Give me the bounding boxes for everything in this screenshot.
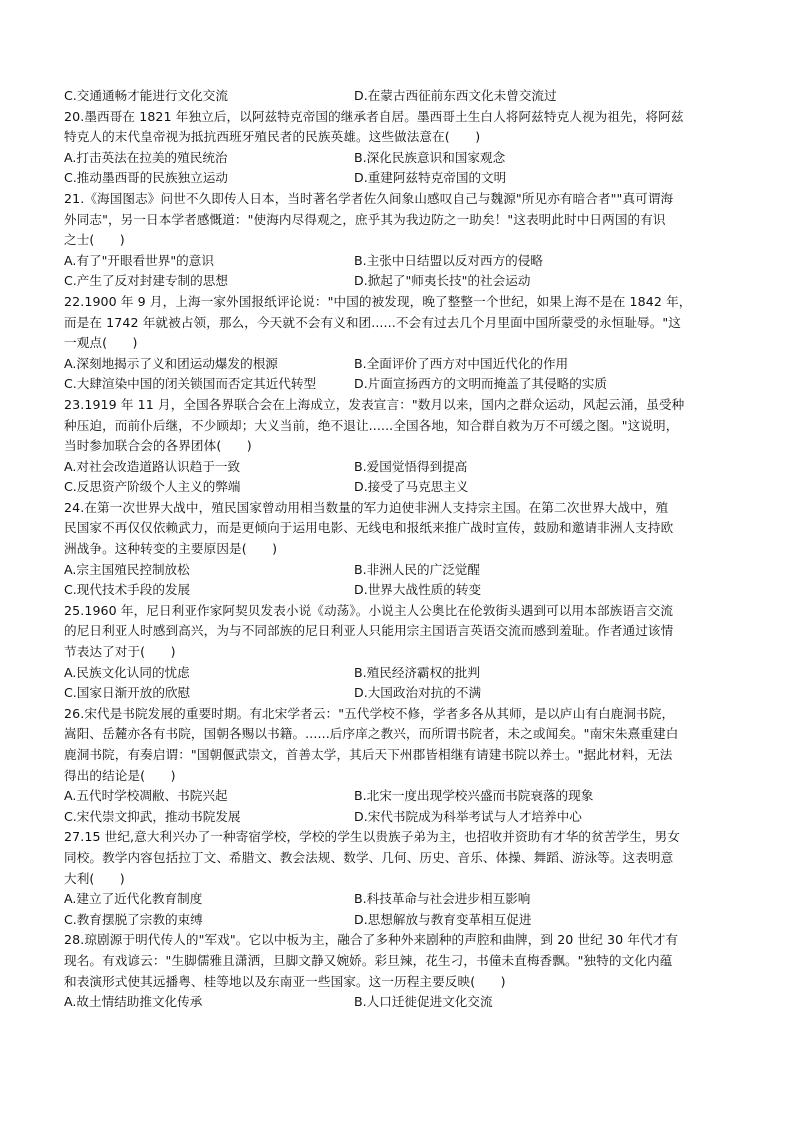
answer-option[interactable]: C.产生了反对封建专制的思想 (64, 273, 228, 289)
question-stem-line: 之士( ) (64, 232, 125, 248)
answer-option[interactable]: D.思想解放与教育变革相互促进 (354, 911, 532, 927)
answer-option[interactable]: B.非洲人民的广泛觉醒 (354, 561, 480, 577)
answer-option[interactable]: A.有了"开眼看世界"的意识 (64, 252, 214, 268)
option-row (64, 477, 744, 498)
answer-option[interactable]: B.科技革命与社会进步相互影响 (354, 891, 531, 907)
question-stem-line: 25.1960 年，尼日利亚作家阿契贝发表小说《动荡》。小说主人公奥比在伦敦街头遇到可以用本部族语言交流 (64, 602, 674, 618)
answer-option[interactable]: B.殖民经济霸权的批判 (354, 664, 480, 680)
option-c: C.交通通畅才能进行文化交流 (64, 88, 228, 103)
option-row (64, 889, 744, 910)
answer-option[interactable]: D.世界大战性质的转变 (354, 582, 482, 598)
answer-option[interactable]: C.国家日渐开放的欣慰 (64, 685, 191, 701)
answer-option[interactable]: B.全面评价了西方对中国近代化的作用 (354, 355, 569, 371)
answer-option[interactable]: D.掀起了"师夷长技"的社会运动 (354, 273, 531, 289)
question-27 (64, 827, 744, 930)
answer-option[interactable]: A.深刻地揭示了义和团运动爆发的根源 (64, 355, 278, 371)
question-stem-line: 节表达了对于( ) (64, 644, 176, 660)
question-stem-line: 28.琼剧源于明代传人的"军戏"。它以中板为主，融合了多种外来剧种的声腔和曲牌，到 20 世纪 30 年代才有 (64, 932, 679, 948)
answer-option[interactable]: A.五代时学校凋敝、书院兴起 (64, 788, 228, 804)
answer-option[interactable]: B.深化民族意识和国家观念 (354, 149, 506, 165)
answer-option[interactable]: D.大国政治对抗的不满 (354, 685, 482, 701)
option-d: D.在蒙古西征前东西文化未曾交流过 (354, 88, 557, 103)
question-stem-line: 和表演形式使其远播粤、桂等地以及东南亚一些国家。这一历程主要反映( ) (64, 973, 506, 989)
question-stem-line: 24.在第一次世界大战中，殖民国家曾动用相当数量的军力迫使非洲人支持宗主国。在第二次世界大战中，殖 (64, 499, 669, 515)
answer-option[interactable]: B.主张中日结盟以反对西方的侵略 (354, 252, 543, 268)
question-22 (64, 292, 744, 395)
answer-option[interactable]: A.故土情结助推文化传承 (64, 994, 203, 1010)
question-stem-line: 一观点( ) (64, 335, 138, 351)
question-stem-line: 民国家不再仅仅依赖武力，而是更倾向于运用电影、无线电和报纸来推广战时宣传，鼓励和邀请非洲人支持欧 (64, 520, 674, 536)
option-row (64, 580, 744, 601)
question-stem-line: 21.《海国图志》问世不久即传人日本，当时著名学者佐久间象山感叹自己与魏源"所见亦有暗合者""真可谓海 (64, 190, 674, 206)
question-20 (64, 107, 744, 189)
answer-option[interactable]: A.打击英法在拉美的殖民统治 (64, 149, 228, 165)
question-stem-line: 鹿洞书院，有奏启谓："国朝偃武崇文，首善太学，其后天下州郡皆相继有请建书院以养士。"据此材料，无法 (64, 747, 673, 762)
answer-option[interactable]: A.对社会改造道路认识趋于一致 (64, 458, 241, 474)
question-25 (64, 601, 744, 704)
answer-option[interactable]: C.大肆渲染中国的闭关锁国而否定其近代转型 (64, 376, 317, 392)
question-stem-line: 22.1900 年 9 月，上海一家外国报纸评论说："中国的被发现，晚了整整一个世纪，如果上海不是在 1842 年， (64, 293, 692, 309)
question-stem-line: 外同志"，另一日本学者感慨道："使海内尽得观之，庶乎其为我边防之一助矣！"这表明此时中日两国的有识 (64, 211, 666, 227)
option-row (64, 251, 744, 272)
answer-option[interactable]: B.爱国觉悟得到提高 (354, 458, 468, 474)
option-row (64, 992, 744, 1013)
question-stem-line: 的尼日利亚人时感到高兴，为与不同部族的尼日利亚人只能用宗主国语言英语交流而感到羞耻。作者通过该情 (64, 623, 674, 639)
option-row (64, 86, 744, 107)
question-list (64, 107, 744, 1013)
answer-option[interactable]: D.重建阿兹特克帝国的文明 (354, 170, 507, 186)
question-stem-line: 当时参加联合会的各界团体( ) (64, 438, 252, 454)
answer-option[interactable]: C.推动墨西哥的民族独立运动 (64, 170, 228, 186)
question-stem-line: 而是在 1742 年就被占领，那么，今天就不会有义和团......不会有过去几个月里面中国所蒙受的永恒耻辱。"这 (64, 314, 681, 330)
option-row (64, 910, 744, 931)
question-stem-line: 现名。有戏谚云："生脚儒雅且潇洒，旦脚文静又婉娇。彩旦辣，花生刁，书僮未直梅香飘。"独特的文化内蕴 (64, 952, 673, 968)
option-row (64, 786, 744, 807)
answer-option[interactable]: D.接受了马克思主义 (354, 479, 469, 495)
question-stem-line: 27.15 世纪,意大利兴办了一种寄宿学校，学校的学生以贵族子弟为主，也招收并资助有才华的贫苦学生，男女 (64, 829, 680, 845)
option-row (64, 271, 744, 292)
answer-option[interactable]: A.宗主国殖民控制放松 (64, 561, 190, 577)
question-21 (64, 189, 744, 292)
question-26 (64, 704, 744, 828)
question-stem-line: 洲战争。这种转变的主要原因是( ) (64, 541, 278, 557)
option-row (64, 683, 744, 704)
option-row (64, 663, 744, 684)
question-stem-line: 20.墨西哥在 1821 年独立后，以阿兹特克帝国的继承者自居。墨西哥土生白人将阿兹特克人视为祖先，将阿兹 (64, 108, 684, 124)
question-stem-line: 得出的结论是( ) (64, 767, 176, 783)
option-row (64, 354, 744, 375)
answer-option[interactable]: D.宋代书院成为科举考试与人才培养中心 (354, 808, 582, 824)
option-row (64, 168, 744, 189)
question-stem-line: 23.1919 年 11 月，全国各界联合会在上海成立，发表宣言："数月以来，国内之群众运动，风起云涌，虽受种 (64, 396, 685, 412)
question-28 (64, 930, 744, 1012)
question-stem-line: 大利( ) (64, 870, 125, 886)
option-row (64, 807, 744, 828)
option-row (64, 560, 744, 581)
question-23 (64, 395, 744, 498)
answer-option[interactable]: A.民族文化认同的忧虑 (64, 664, 190, 680)
question-24 (64, 498, 744, 601)
answer-option[interactable]: B.人口迁徙促进文化交流 (354, 994, 493, 1010)
answer-option[interactable]: C.教育摆脱了宗教的束缚 (64, 911, 203, 927)
answer-option[interactable]: B.北宋一度出现学校兴盛而书院衰落的现象 (354, 788, 594, 804)
answer-option[interactable]: A.建立了近代化教育制度 (64, 891, 203, 907)
option-row (64, 148, 744, 169)
question-stem-line: 特克人的末代皇帝视为抵抗西班牙殖民者的民族英雄。这些做法意在( ) (64, 129, 481, 145)
option-row (64, 374, 744, 395)
option-row (64, 457, 744, 478)
answer-option[interactable]: C.现代技术手段的发展 (64, 582, 191, 598)
answer-option[interactable]: C.宋代崇文抑武，推动书院发展 (64, 808, 241, 824)
question-stem-line: 26.宋代是书院发展的重要时期。有北宋学者云："五代学校不修，学者多各从其师，是以庐山有白鹿洞书院， (64, 705, 675, 721)
question-stem-line: 种压迫，而前仆后继，不少顾却；大义当前，绝不退让......全国各地，知合群自救为万不可缓之图。"这说明， (64, 417, 679, 433)
question-stem-line: 嵩阳、岳麓亦各有书院，国朝各赐以书籍。......后序庠之教兴，而所谓书院者，未之或闻矣。"南宋朱熹重建白 (64, 726, 679, 742)
answer-option[interactable]: D.片面宣扬西方的文明而掩盖了其侵略的实质 (354, 376, 607, 392)
answer-option[interactable]: C.反思资产阶级个人主义的弊端 (64, 479, 241, 495)
exam-page (64, 86, 744, 1013)
question-stem-line: 同校。教学内容包括拉丁文、希腊文、教会法规、数学、几何、历史、音乐、体操、舞蹈、游泳等。这表明意 (64, 849, 674, 865)
